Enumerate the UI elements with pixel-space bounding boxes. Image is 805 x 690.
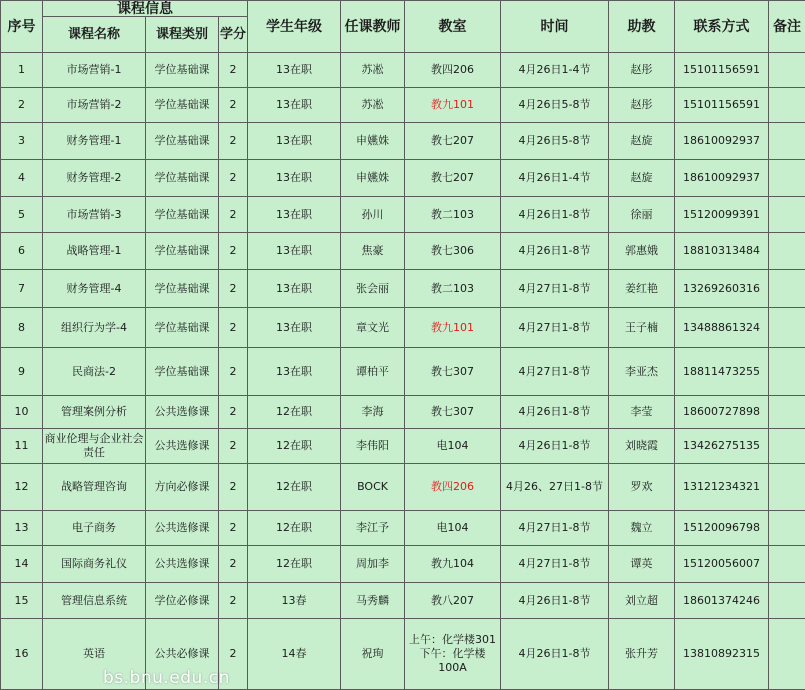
cell-note <box>769 308 805 348</box>
cell-ta: 李莹 <box>609 396 675 429</box>
cell-seq: 9 <box>1 348 43 396</box>
cell-course-name: 战略管理-1 <box>43 233 146 270</box>
cell-ta: 赵旋 <box>609 160 675 197</box>
cell-contact: 15120099391 <box>675 197 769 233</box>
cell-time: 4月26日1-4节 <box>501 160 609 197</box>
cell-time: 4月27日1-8节 <box>501 308 609 348</box>
cell-ta: 刘晓霞 <box>609 429 675 464</box>
table-row <box>1 464 805 511</box>
cell-teacher: 李江予 <box>341 511 405 546</box>
cell-course-type: 方向必修课 <box>146 464 219 511</box>
cell-grade: 12在职 <box>248 429 341 464</box>
cell-course-name: 财务管理-2 <box>43 160 146 197</box>
table-row <box>1 396 805 429</box>
site-watermark: bs.bnu.edu.cn <box>103 668 230 688</box>
cell-time: 4月26日5-8节 <box>501 123 609 160</box>
cell-time: 4月27日1-8节 <box>501 348 609 396</box>
cell-course-type: 公共选修课 <box>146 546 219 583</box>
cell-time: 4月27日1-8节 <box>501 546 609 583</box>
cell-room: 教九104 <box>405 546 501 583</box>
cell-teacher: 申嬿姝 <box>341 123 405 160</box>
cell-teacher: 周加李 <box>341 546 405 583</box>
cell-seq: 12 <box>1 464 43 511</box>
cell-room: 教四206 <box>405 464 501 511</box>
cell-note <box>769 53 805 88</box>
cell-credit: 2 <box>219 270 248 308</box>
cell-grade: 13春 <box>248 583 341 619</box>
cell-grade: 12在职 <box>248 511 341 546</box>
cell-course-name: 组织行为学-4 <box>43 308 146 348</box>
cell-course-type: 学位基础课 <box>146 233 219 270</box>
cell-contact: 13488861324 <box>675 308 769 348</box>
cell-course-type: 公共必修课 <box>146 619 219 690</box>
cell-teacher: 谭柏平 <box>341 348 405 396</box>
cell-contact: 13426275135 <box>675 429 769 464</box>
cell-time: 4月26日1-8节 <box>501 197 609 233</box>
cell-seq: 1 <box>1 53 43 88</box>
cell-teacher: 申嬿姝 <box>341 160 405 197</box>
cell-time: 4月26日1-8节 <box>501 429 609 464</box>
cell-contact: 18600727898 <box>675 396 769 429</box>
cell-note <box>769 511 805 546</box>
cell-contact: 18601374246 <box>675 583 769 619</box>
cell-course-type: 学位基础课 <box>146 270 219 308</box>
cell-time: 4月26日1-8节 <box>501 233 609 270</box>
cell-ta: 魏立 <box>609 511 675 546</box>
cell-time: 4月26日1-8节 <box>501 396 609 429</box>
cell-room: 电104 <box>405 429 501 464</box>
cell-teacher: 章文光 <box>341 308 405 348</box>
cell-ta: 刘立超 <box>609 583 675 619</box>
cell-teacher: 马秀麟 <box>341 583 405 619</box>
cell-room: 教七307 <box>405 396 501 429</box>
cell-credit: 2 <box>219 429 248 464</box>
cell-ta: 赵彤 <box>609 88 675 123</box>
cell-grade: 13在职 <box>248 53 341 88</box>
cell-teacher: 李海 <box>341 396 405 429</box>
header-time: 时间 <box>501 1 609 53</box>
cell-credit: 2 <box>219 583 248 619</box>
cell-course-name: 市场营销-1 <box>43 53 146 88</box>
cell-ta: 张升芳 <box>609 619 675 690</box>
cell-course-name: 商业伦理与企业社会责任 <box>43 429 146 464</box>
cell-room: 教九101 <box>405 88 501 123</box>
cell-ta: 徐丽 <box>609 197 675 233</box>
cell-room: 教八207 <box>405 583 501 619</box>
cell-course-name: 管理案例分析 <box>43 396 146 429</box>
header-course-type: 课程类别 <box>146 17 219 53</box>
cell-seq: 3 <box>1 123 43 160</box>
cell-course-name: 财务管理-4 <box>43 270 146 308</box>
cell-seq: 15 <box>1 583 43 619</box>
table-row <box>1 197 805 233</box>
cell-time: 4月27日1-8节 <box>501 270 609 308</box>
cell-note <box>769 546 805 583</box>
cell-room: 教九101 <box>405 308 501 348</box>
cell-room: 教七307 <box>405 348 501 396</box>
cell-ta: 谭英 <box>609 546 675 583</box>
cell-course-type: 公共选修课 <box>146 511 219 546</box>
cell-note <box>769 429 805 464</box>
header-seq: 序号 <box>1 1 43 53</box>
cell-contact: 15120096798 <box>675 511 769 546</box>
cell-room: 教七306 <box>405 233 501 270</box>
table-row <box>1 511 805 546</box>
cell-time: 4月26日1-4节 <box>501 53 609 88</box>
cell-grade: 12在职 <box>248 546 341 583</box>
cell-course-name: 财务管理-1 <box>43 123 146 160</box>
header-course-name: 课程名称 <box>43 17 146 53</box>
cell-credit: 2 <box>219 233 248 270</box>
cell-note <box>769 123 805 160</box>
cell-time: 4月26日5-8节 <box>501 88 609 123</box>
cell-seq: 5 <box>1 197 43 233</box>
cell-seq: 2 <box>1 88 43 123</box>
cell-seq: 6 <box>1 233 43 270</box>
header-course-info: 课程信息 <box>43 1 248 17</box>
table-row <box>1 53 805 88</box>
cell-ta: 赵旋 <box>609 123 675 160</box>
table-row <box>1 429 805 464</box>
cell-teacher: 苏凇 <box>341 53 405 88</box>
cell-seq: 7 <box>1 270 43 308</box>
cell-ta: 罗欢 <box>609 464 675 511</box>
cell-teacher: 李伟阳 <box>341 429 405 464</box>
cell-grade: 13在职 <box>248 270 341 308</box>
cell-grade: 13在职 <box>248 348 341 396</box>
cell-credit: 2 <box>219 53 248 88</box>
header-ta: 助教 <box>609 1 675 53</box>
cell-credit: 2 <box>219 396 248 429</box>
cell-note <box>769 464 805 511</box>
cell-course-type: 公共选修课 <box>146 396 219 429</box>
cell-ta: 郭惠娥 <box>609 233 675 270</box>
cell-contact: 18811473255 <box>675 348 769 396</box>
header-teacher: 任课教师 <box>341 1 405 53</box>
cell-room: 教二103 <box>405 270 501 308</box>
cell-contact: 18610092937 <box>675 123 769 160</box>
cell-course-name: 市场营销-2 <box>43 88 146 123</box>
cell-room: 电104 <box>405 511 501 546</box>
cell-note <box>769 233 805 270</box>
cell-teacher: 苏凇 <box>341 88 405 123</box>
cell-teacher: BOCK <box>341 464 405 511</box>
cell-room: 教四206 <box>405 53 501 88</box>
table-row <box>1 546 805 583</box>
cell-course-type: 学位基础课 <box>146 53 219 88</box>
cell-credit: 2 <box>219 546 248 583</box>
header-credit: 学分 <box>219 17 248 53</box>
cell-contact: 15120056007 <box>675 546 769 583</box>
cell-grade: 14春 <box>248 619 341 690</box>
cell-note <box>769 348 805 396</box>
cell-note <box>769 160 805 197</box>
cell-course-type: 学位必修课 <box>146 583 219 619</box>
cell-contact: 13269260316 <box>675 270 769 308</box>
cell-credit: 2 <box>219 308 248 348</box>
cell-note <box>769 88 805 123</box>
cell-course-name: 电子商务 <box>43 511 146 546</box>
header-note: 备注 <box>769 1 805 53</box>
cell-grade: 13在职 <box>248 197 341 233</box>
cell-teacher: 祝珣 <box>341 619 405 690</box>
cell-note <box>769 619 805 690</box>
table-row <box>1 233 805 270</box>
cell-seq: 13 <box>1 511 43 546</box>
schedule-body <box>1 53 805 690</box>
cell-credit: 2 <box>219 197 248 233</box>
cell-credit: 2 <box>219 123 248 160</box>
cell-note <box>769 197 805 233</box>
cell-ta: 赵彤 <box>609 53 675 88</box>
cell-credit: 2 <box>219 160 248 197</box>
cell-time: 4月26日1-8节 <box>501 583 609 619</box>
cell-course-name: 市场营销-3 <box>43 197 146 233</box>
cell-credit: 2 <box>219 511 248 546</box>
cell-room: 教七207 <box>405 160 501 197</box>
cell-ta: 姜红艳 <box>609 270 675 308</box>
header-contact: 联系方式 <box>675 1 769 53</box>
table-row <box>1 583 805 619</box>
cell-seq: 10 <box>1 396 43 429</box>
cell-course-name: 民商法-2 <box>43 348 146 396</box>
cell-note <box>769 396 805 429</box>
cell-time: 4月26、27日1-8节 <box>501 464 609 511</box>
cell-grade: 13在职 <box>248 308 341 348</box>
header-grade: 学生年级 <box>248 1 341 53</box>
cell-contact: 15101156591 <box>675 53 769 88</box>
cell-seq: 4 <box>1 160 43 197</box>
cell-contact: 13810892315 <box>675 619 769 690</box>
cell-course-name: 国际商务礼仪 <box>43 546 146 583</box>
cell-note <box>769 583 805 619</box>
cell-credit: 2 <box>219 619 248 690</box>
cell-seq: 11 <box>1 429 43 464</box>
table-row <box>1 308 805 348</box>
cell-course-type: 学位基础课 <box>146 123 219 160</box>
table-row <box>1 270 805 308</box>
cell-course-type: 学位基础课 <box>146 308 219 348</box>
table-row <box>1 88 805 123</box>
cell-grade: 13在职 <box>248 88 341 123</box>
cell-course-type: 学位基础课 <box>146 197 219 233</box>
cell-course-type: 学位基础课 <box>146 348 219 396</box>
cell-grade: 13在职 <box>248 233 341 270</box>
cell-contact: 13121234321 <box>675 464 769 511</box>
cell-teacher: 孙川 <box>341 197 405 233</box>
cell-course-type: 学位基础课 <box>146 88 219 123</box>
cell-grade: 12在职 <box>248 396 341 429</box>
cell-room: 教七207 <box>405 123 501 160</box>
table-row <box>1 348 805 396</box>
cell-credit: 2 <box>219 88 248 123</box>
cell-grade: 12在职 <box>248 464 341 511</box>
cell-ta: 王子楠 <box>609 308 675 348</box>
cell-grade: 13在职 <box>248 123 341 160</box>
cell-contact: 18610092937 <box>675 160 769 197</box>
cell-ta: 李亚杰 <box>609 348 675 396</box>
cell-contact: 15101156591 <box>675 88 769 123</box>
cell-course-name: 英语 <box>43 619 146 690</box>
table-row <box>1 160 805 197</box>
cell-time: 4月26日1-8节 <box>501 619 609 690</box>
cell-course-type: 公共选修课 <box>146 429 219 464</box>
cell-contact: 18810313484 <box>675 233 769 270</box>
cell-seq: 8 <box>1 308 43 348</box>
cell-course-name: 管理信息系统 <box>43 583 146 619</box>
cell-credit: 2 <box>219 348 248 396</box>
cell-seq: 16 <box>1 619 43 690</box>
cell-credit: 2 <box>219 464 248 511</box>
cell-time: 4月27日1-8节 <box>501 511 609 546</box>
cell-seq: 14 <box>1 546 43 583</box>
cell-course-type: 学位基础课 <box>146 160 219 197</box>
header-room: 教室 <box>405 1 501 53</box>
cell-note <box>769 270 805 308</box>
cell-room: 上午：化学楼301 下午：化学楼100A <box>405 619 501 690</box>
cell-grade: 13在职 <box>248 160 341 197</box>
cell-teacher: 张会丽 <box>341 270 405 308</box>
cell-room: 教二103 <box>405 197 501 233</box>
cell-teacher: 焦豪 <box>341 233 405 270</box>
cell-course-name: 战略管理咨询 <box>43 464 146 511</box>
table-row <box>1 123 805 160</box>
